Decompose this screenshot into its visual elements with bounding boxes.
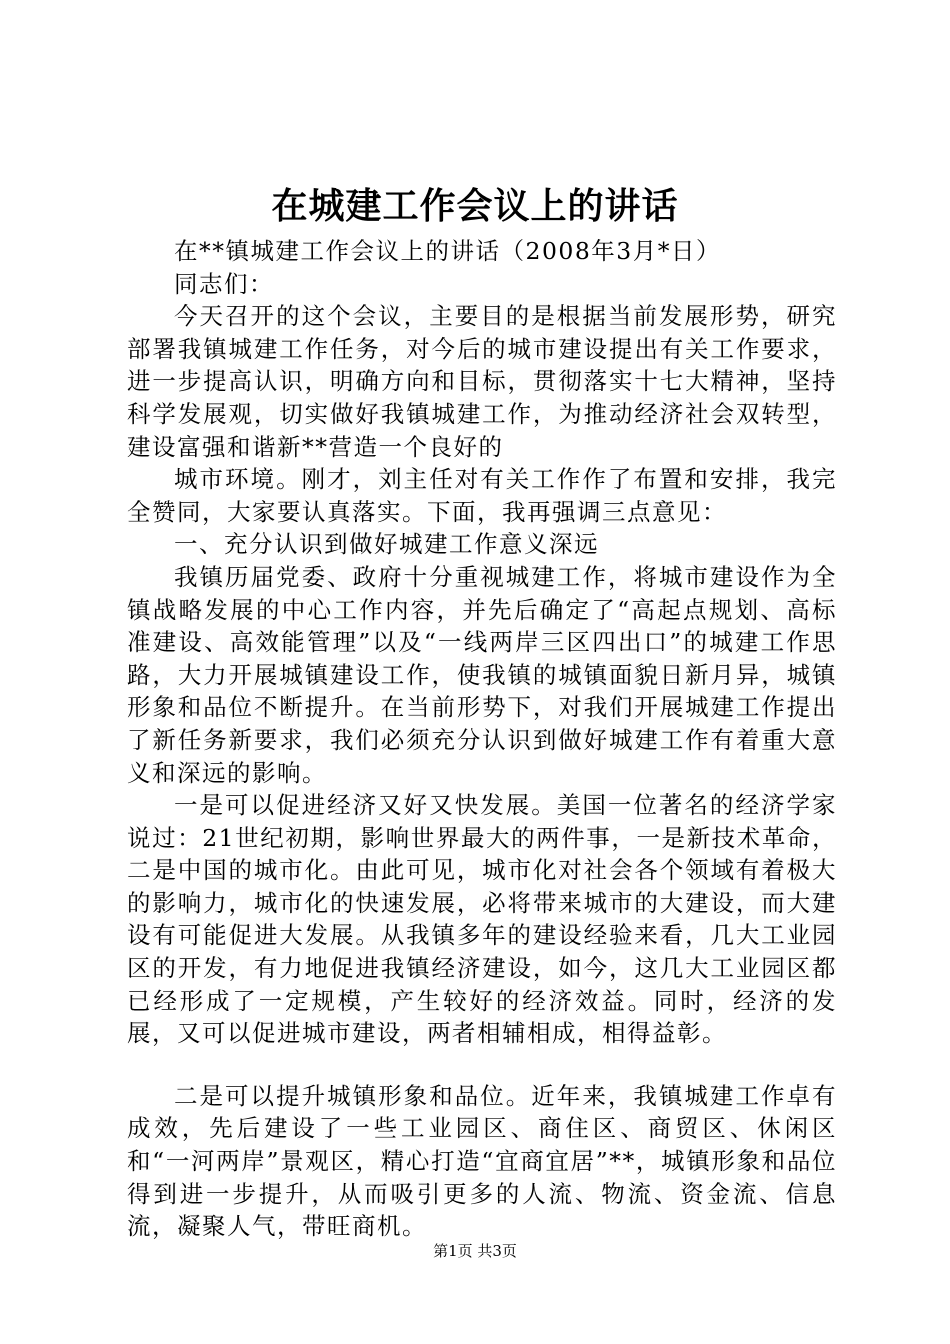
paragraph-continuation: 城市环境。刚才，刘主任对有关工作作了布置和安排，我完全赞同，大家要认真落实。下面，我再强调三点意见： — [127, 465, 837, 526]
page-number-footer: 第1页 共3页 — [433, 1242, 517, 1260]
section-heading-1: 一、充分认识到做好城建工作意义深远 — [174, 530, 599, 559]
document-title: 在城建工作会议上的讲话 — [271, 185, 679, 227]
paragraph-section-1-intro: 我镇历届党委、政府十分重视城建工作，将城市建设作为全镇战略发展的中心工作内容，并先后确定了“高起点规划、高标准建设、高效能管理”以及“一线两岸三区四出口”的城建工作思路，大力开展城镇建设工作，使我镇的城镇面貌日新月异，城镇形象和品位不断提升。在当前形势下，对我们开展城建工作提出了新任务新要求，我们必须充分认识到做好城建工作有着重大意义和深远的影响。 — [127, 562, 837, 787]
document-body — [127, 235, 837, 1243]
speech-heading-line: 在**镇城建工作会议上的讲话（2008年3月*日） — [174, 237, 722, 265]
salutation: 同志们： — [174, 269, 274, 298]
paragraph-opening: 今天召开的这个会议，主要目的是根据当前发展形势，研究部署我镇城建工作任务，对今后的城市建设提出有关工作要求，进一步提高认识，明确方向和目标，贯彻落实十七大精神，坚持科学发展观，切实做好我镇城建工作，为推动经济社会双转型，建设富强和谐新**营造一个良好的 — [127, 302, 837, 461]
paragraph-point-1: 一是可以促进经济又好又快发展。美国一位著名的经济学家说过：21世纪初期，影响世界最大的两件事，一是新技术革命，二是中国的城市化。由此可见，城市化对社会各个领域有着极大的影响力，城市化的快速发展，必将带来城市的大建设，而大建设有可能促进大发展。从我镇多年的建设经验来看，几大工业园区的开发，有力地促进我镇经济建设，如今，这几大工业园区都已经形成了一定规模，产生较好的经济效益。同时，经济的发展，又可以促进城市建设，两者相辅相成，相得益彰。 — [127, 791, 837, 1048]
paragraph-point-2: 二是可以提升城镇形象和品位。近年来，我镇城建工作卓有成效，先后建设了一些工业园区、商住区、商贸区、休闲区和“一河两岸”景观区，精心打造“宜商宜居”**，城镇形象和品位得到进一步提升，从而吸引更多的人流、物流、资金流、信息流，凝聚人气，带旺商机。 — [127, 1081, 837, 1241]
